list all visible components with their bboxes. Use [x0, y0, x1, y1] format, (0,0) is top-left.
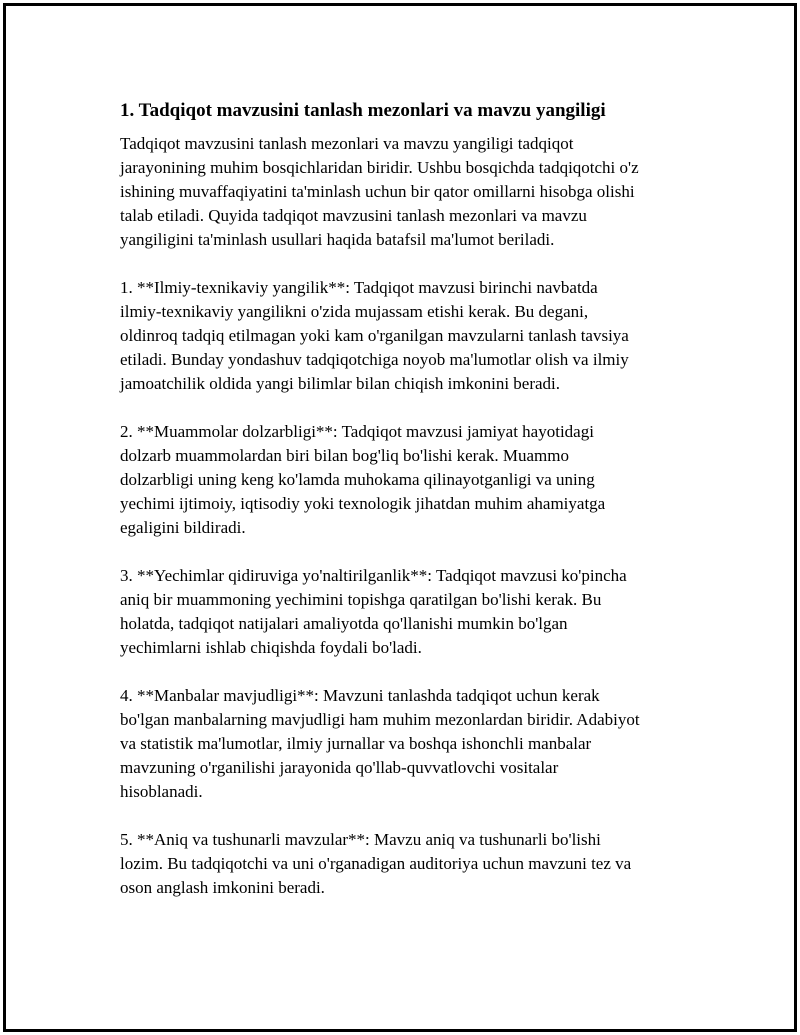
- paragraph-line: egaligini bildiradi.: [120, 518, 246, 537]
- paragraph-line: 5. **Aniq va tushunarli mavzular**: Mavzu aniq va tushunarli bo'lishi: [120, 830, 601, 849]
- paragraph-line: va statistik ma'lumotlar, ilmiy jurnallar va boshqa ishonchli manbalar: [120, 734, 592, 753]
- paragraph-line: etiladi. Bunday yondashuv tadqiqotchiga noyob ma'lumotlar olish va ilmiy: [120, 350, 629, 369]
- paragraph-line: hisoblanadi.: [120, 782, 203, 801]
- document-body: [120, 98, 690, 924]
- paragraph-line: 2. **Muammolar dolzarbligi**: Tadqiqot mavzusi jamiyat hayotidagi: [120, 422, 594, 441]
- criterion-3-paragraph: [120, 564, 690, 660]
- paragraph-line: Tadqiqot mavzusini tanlash mezonlari va mavzu yangiligi tadqiqot: [120, 134, 574, 153]
- page-title: 1. Tadqiqot mavzusini tanlash mezonlari va mavzu yangiligi: [120, 100, 606, 121]
- paragraph-line: ilmiy-texnikaviy yangilikni o'zida mujassam etishi kerak. Bu degani,: [120, 302, 589, 321]
- paragraph-line: 3. **Yechimlar qidiruviga yo'naltirilganlik**: Tadqiqot mavzusi ko'pincha: [120, 566, 627, 585]
- paragraph-line: aniq bir muammoning yechimini topishga qaratilgan bo'lishi kerak. Bu: [120, 590, 602, 609]
- paragraph-line: 4. **Manbalar mavjudligi**: Mavzuni tanlashda tadqiqot uchun kerak: [120, 686, 600, 705]
- paragraph-line: mavzuning o'rganilishi jarayonida qo'llab-quvvatlovchi vositalar: [120, 758, 559, 777]
- paragraph-line: yechimi ijtimoiy, iqtisodiy yoki texnologik jihatdan muhim ahamiyatga: [120, 494, 606, 513]
- paragraph-line: oson anglash imkonini beradi.: [120, 878, 325, 897]
- paragraph-line: holatda, tadqiqot natijalari amaliyotda qo'llanishi mumkin bo'lgan: [120, 614, 568, 633]
- paragraph-line: bo'lgan manbalarning mavjudligi ham muhim mezonlardan biridir. Adabiyot: [120, 710, 640, 729]
- paragraph-line: lozim. Bu tadqiqotchi va uni o'rganadigan auditoriya uchun mavzuni tez va: [120, 854, 632, 873]
- criterion-4-paragraph: [120, 684, 690, 804]
- page-border: [3, 3, 797, 1032]
- criterion-5-paragraph: [120, 828, 690, 900]
- paragraph-line: 1. **Ilmiy-texnikaviy yangilik**: Tadqiqot mavzusi birinchi navbatda: [120, 278, 598, 297]
- paragraph-line: dolzarb muammolardan biri bilan bog'liq bo'lishi kerak. Muammo: [120, 446, 569, 465]
- paragraph-line: yangiligini ta'minlash usullari haqida batafsil ma'lumot beriladi.: [120, 230, 555, 249]
- paragraph-line: talab etiladi. Quyida tadqiqot mavzusini tanlash mezonlari va mavzu: [120, 206, 587, 225]
- criterion-2-paragraph: [120, 420, 690, 540]
- paragraph-line: yechimlarni ishlab chiqishda foydali bo'ladi.: [120, 638, 422, 657]
- paragraph-line: oldinroq tadqiq etilmagan yoki kam o'rganilgan mavzularni tanlash tavsiya: [120, 326, 629, 345]
- paragraph-line: ishining muvaffaqiyatini ta'minlash uchun bir qator omillarni hisobga olishi: [120, 182, 635, 201]
- paragraph-line: jarayonining muhim bosqichlaridan biridir. Ushbu bosqichda tadqiqotchi o'z: [120, 158, 639, 177]
- criterion-1-paragraph: [120, 276, 690, 396]
- paragraph-line: jamoatchilik oldida yangi bilimlar bilan chiqish imkonini beradi.: [120, 374, 561, 393]
- intro-paragraph: [120, 132, 690, 252]
- paragraph-line: dolzarbligi uning keng ko'lamda muhokama qilinayotganligi va uning: [120, 470, 595, 489]
